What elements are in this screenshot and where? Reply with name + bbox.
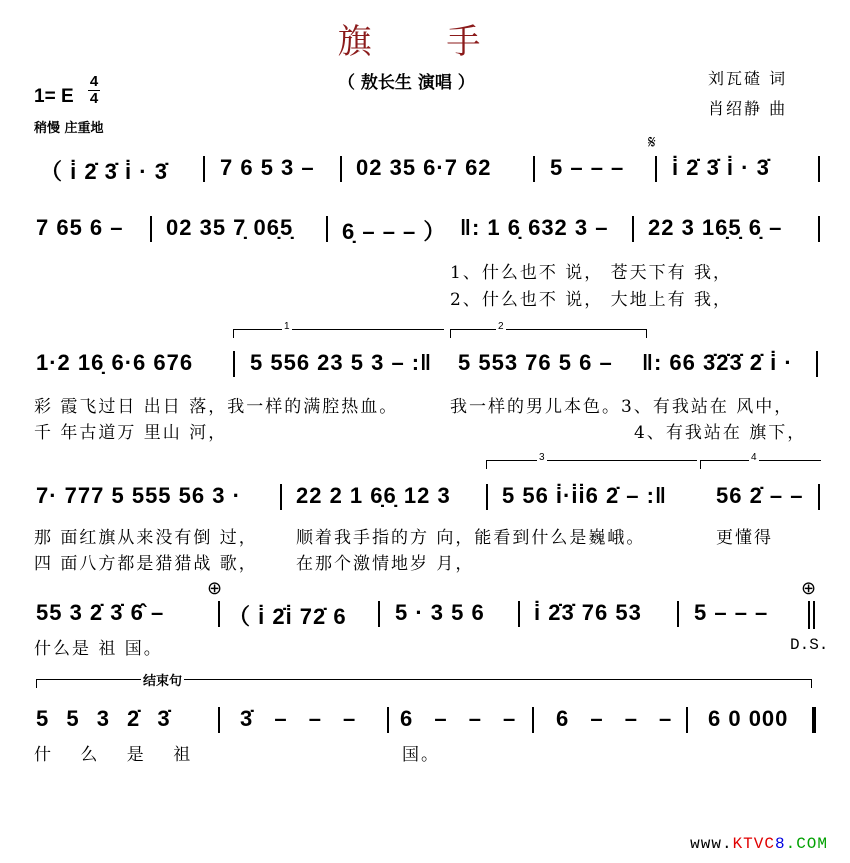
lyrics: 什 么 是 祖 [34,745,203,765]
measure: 7· 777 5 555 56 3 · [36,483,241,508]
singer-credit: （ 敖长生 演唱 ） [338,73,475,93]
volta-1: 1 [233,329,444,338]
lyrics-verse-1: 彩 霞飞过日 出日 落，我一样的满腔热血。 [34,397,399,417]
watermark: www.KTVC8.COM [690,835,828,853]
measure: （ i̇ 2̇ 3̇ i̇ · 3̇ [40,159,168,184]
lyrics-verse-2: 千 年古道万 里山 河， [34,423,228,443]
lyrics-verse-2: 四 面八方都是猎猎战 歌， [34,554,258,574]
lyrics-verse-2-cont: 在那个激情地岁 月， [296,554,475,574]
song-title: 旗 手 [337,22,513,62]
lyrics-verse-1-cont: 顺着我手指的方 向，能看到什么是巍峨。 [296,528,646,548]
measure: i̇ 2̇ 3̇ i̇ · 3̇ [672,155,770,180]
measure: ‖: 1 6̣ 632 3 – [460,215,609,240]
volta-3: 3 [486,460,697,469]
measure: 6̣ – – – ） [342,219,447,244]
volta-2: 2 [450,329,647,338]
measure: 5 556 23 5 3 – :‖ [250,350,433,375]
lyrics-verse-1: 1、什么也不 说， 苍天下有 我， [450,263,733,283]
measure: 6 0 000 [708,706,789,731]
tempo-marking: 稍慢 庄重地 [34,121,104,136]
measure: 7 65 6 – [36,215,124,240]
measure: 6 – – – [556,706,680,731]
lyrics-end: 国。 [402,745,440,765]
lyrics-verse-4: 4、有我站在 旗下， [634,423,807,443]
measure: ‖: 66 3̇2̇3̇ 2̇ i̇ · [642,350,793,375]
key-signature: 1= E [34,86,74,107]
composer-credit: 肖绍静 曲 [708,99,788,118]
coda-icon: ⊕ [801,578,817,599]
measure: （ i̇ 2̇i̇ 72̇ 6 [228,604,347,629]
measure: 02 35 7̣ 06̣5̣ [166,215,294,240]
lyrics-verse-2: 2、什么也不 说， 大地上有 我， [450,290,733,310]
measure: 6 – – – [400,706,524,731]
measure: 3̇ – – – [240,706,364,731]
measure: 5 – – – [694,600,769,625]
measure: 55 3 2̇ 3̇ 6̂ – [36,600,165,625]
ending-bracket: 结束句 [36,679,812,688]
measure: 5 · 3 5 6 [395,600,485,625]
measure: 5 5 3 2̇ 3̇ [36,706,176,731]
measure: 7 6 5 3 – [220,155,315,180]
measure: 56 2̇ – – [716,483,804,508]
measure: 02 35 6·7 62 [356,155,492,180]
lyrics-verse-1-end: 更懂得 [716,528,773,548]
measure: 5 56 i̇·i̇i̇6 2̇ – :‖ [502,483,667,508]
lyrics-verse-1: 那 面红旗从来没有倒 过， [34,528,258,548]
lyrics-verse-1-cont: 我一样的男儿本色。3、有我站在 风中， [450,397,794,417]
measure: 1·2 16̣ 6·6 676 [36,350,194,375]
segno-icon: 𝄋 [648,132,656,153]
volta-4: 4 [700,460,821,469]
measure: 5 – – – [550,155,625,180]
coda-icon: ⊕ [207,578,223,599]
measure: 5 553 76 5 6 – [458,350,613,375]
dal-segno-marking: D.S. [790,636,829,654]
lyrics: 什么是 祖 国。 [34,639,163,659]
measure: i̇ 2̇3̇ 76 53 [534,600,642,625]
measure: 22 3 16̣5̣ 6̣ – [648,215,783,240]
time-signature: 4 4 [89,73,99,107]
measure: 22 2 1 6̣6̣ 12 3 [296,483,451,508]
lyricist-credit: 刘瓦碴 词 [708,69,788,88]
